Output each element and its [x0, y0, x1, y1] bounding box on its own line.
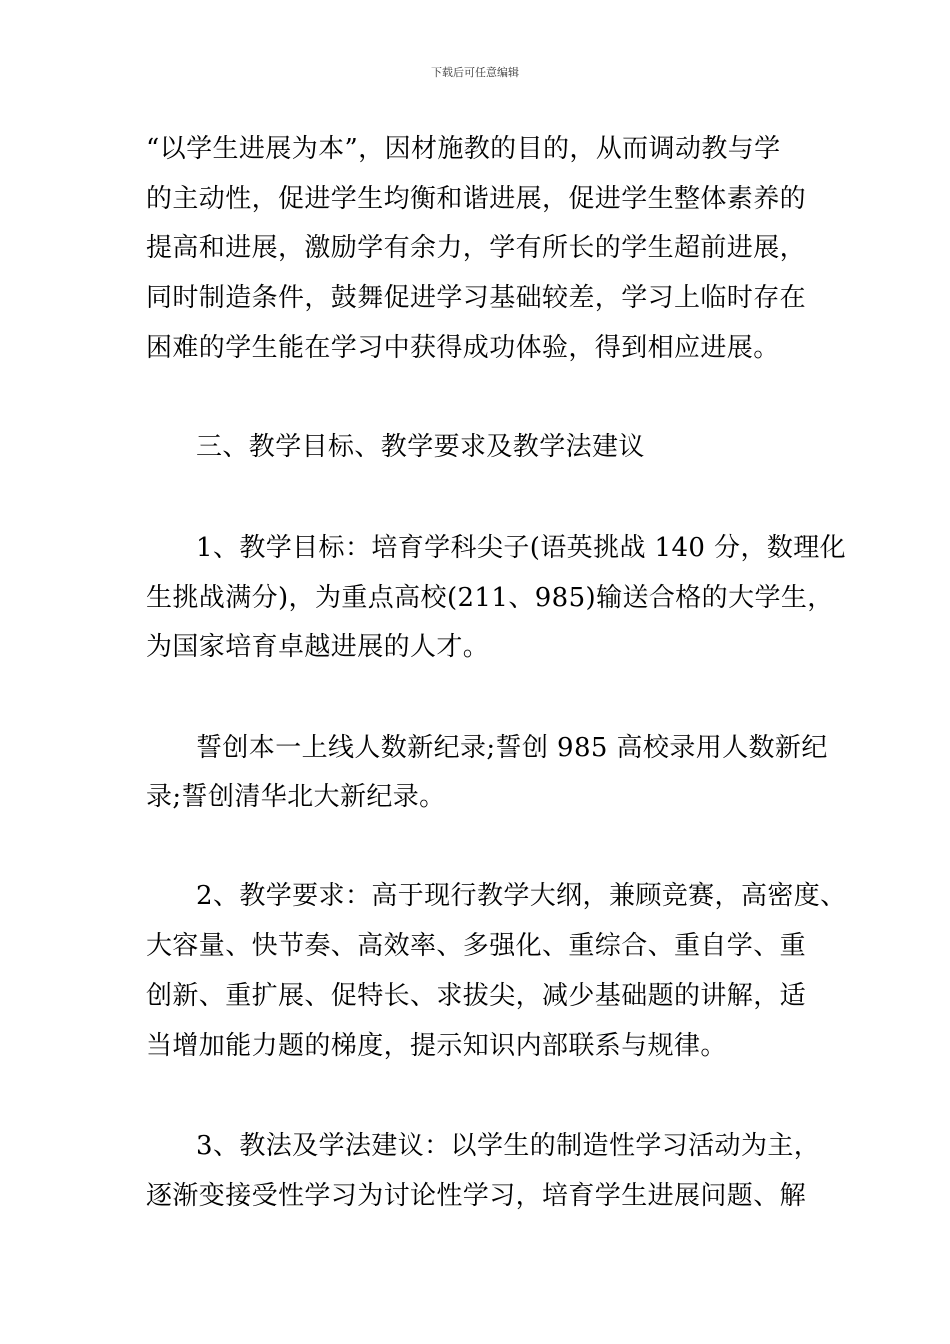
body-line: 录;誓创清华北大新纪录。 [146, 782, 446, 812]
body-line: 2、教学要求：高于现行教学大纲，兼顾竞赛，高密度、 [196, 881, 847, 911]
body-line: 创新、重扩展、促特长、求拔尖，减少基础题的讲解，适 [146, 981, 807, 1011]
body-line: 誓创本一上线人数新纪录;誓创 985 高校录用人数新纪 [196, 733, 828, 763]
body-line: 生挑战满分)，为重点高校(211、985)输送合格的大学生， [146, 583, 834, 613]
body-line: 逐渐变接受性学习为讨论性学习，培育学生进展问题、解 [146, 1181, 807, 1211]
body-line: 为国家培育卓越进展的人才。 [146, 632, 490, 662]
body-line: 困难的学生能在学习中获得成功体验，得到相应进展。 [146, 333, 780, 363]
body-line: 3、教法及学法建议：以学生的制造性学习活动为主， [196, 1131, 821, 1161]
section-heading: 三、教学目标、教学要求及教学法建议 [196, 432, 645, 462]
body-line: “以学生进展为本”，因材施教的目的，从而调动教与学 [146, 134, 781, 164]
body-line: 的主动性，促进学生均衡和谐进展，促进学生整体素养的 [146, 184, 807, 214]
body-line: 当增加能力题的梯度，提示知识内部联系与规律。 [146, 1031, 727, 1061]
body-line: 提高和进展，激励学有余力，学有所长的学生超前进展， [146, 233, 807, 263]
body-line: 大容量、快节奏、高效率、多强化、重综合、重自学、重 [146, 931, 807, 961]
page-header: 下载后可任意编辑 [431, 66, 519, 79]
body-line: 1、教学目标：培育学科尖子(语英挑战 140 分，数理化 [196, 533, 847, 563]
body-line: 同时制造条件，鼓舞促进学习基础较差，学习上临时存在 [146, 283, 807, 313]
